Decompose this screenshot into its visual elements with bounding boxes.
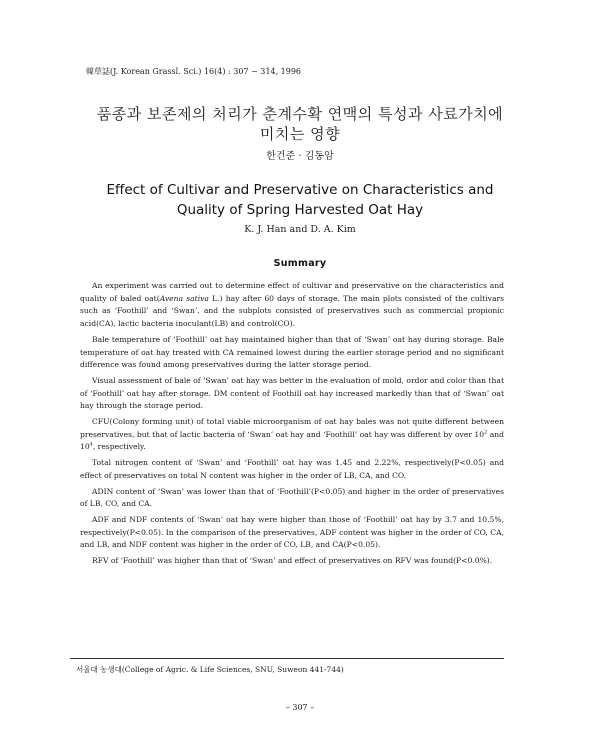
summary-paragraph-1: An experiment was carried out to determine effect of cultivar and preservative on the characteristics and quality of baled oat(Avena sativa L.) hay after 60 days of storage. The main plots consisted of the cultivars such as ‘Foothill’ and ‘Swan’, and the subplots consisted of preservatives such as commercial propionic acid(CA), lactic bacteria inoculant(LB) and control(CO). [80, 281, 505, 329]
english-title-line-2: Quality of Spring Harvested Oat Hay [176, 202, 424, 218]
journal-reference: 韓草誌(J. Korean Grassl. Sci.) 16(4) : 307 ~ 314, 1996 [86, 67, 302, 76]
summary-heading: Summary [273, 258, 327, 269]
summary-paragraph-8: RFV of ‘Foothill’ was higher than that of ‘Swan’ and effect of preservatives on RFV was found(P<0.0%). [92, 556, 493, 566]
korean-title-line-1: 품종과 보존제의 처리가 춘계수확 연맥의 특성과 사료가치에 [96, 105, 504, 123]
english-title-line-1: Effect of Cultivar and Preservative on Characteristics and [106, 182, 494, 198]
korean-authors: 한건준 · 김동암 [266, 151, 334, 162]
korean-title-line-2: 미치는 영향 [259, 125, 341, 143]
species-name: Avena sativa [159, 293, 209, 303]
summary-paragraph-2: Bale temperature of ‘Foothill’ oat hay maintained higher than that of ‘Swan’ oat hay during storage. Bale temperature of oat hay treated with CA remained lowest during the earlier storage period and no significant difference was found among preservatives during the latter storage period. [80, 334, 504, 370]
summary-paragraph-5: Total nitrogen content of ‘Swan’ and ‘Foothill’ oat hay was 1.45 and 2.22%, respectively(P<0.05) and effect of preservatives on total N content was higher in the order of LB, CA, and CO. [80, 458, 504, 480]
english-authors: K. J. Han and D. A. Kim [244, 224, 356, 235]
page-number: – 307 – [285, 703, 315, 712]
summary-paragraph-7: ADF and NDF contents of ‘Swan’ oat hay were higher than those of ‘Foothill’ oat hay by 3.7 and 10.5%, respectively(P<0.05). In the comparison of the preservatives, ADF content was higher in the order of CO, CA, and LB, and NDF content was higher in the order of CO, LB, and CA(P<0.05). [80, 514, 504, 550]
summary-paragraph-3: Visual assessment of bale of ‘Swan’ oat hay was better in the evaluation of mold, ordor and color than that of ‘Foothill’ oat hay after storage. DM content of Foothill oat hay increased markedly than that of ‘Swan’ oat hay through the storage period. [80, 375, 504, 411]
summary-body [80, 280, 504, 571]
footnote-affiliation: 서울대 농생대(College of Agric. & Life Sciences, SNU, Suweon 441-744) [76, 665, 344, 674]
summary-paragraph-4: CFU(Colony forming unit) of total viable microorganism of oat hay bales was not quite different between preservatives, but that of lactic bacteria of ‘Swan’ oat hay and ‘Foothill’ oat hay was different by over $10^2$ and $10^4$, respectively. [80, 417, 504, 452]
summary-paragraph-6: ADIN content of ‘Swan’ was lower than that of ‘Foothill’(P<0.05) and higher in the order of preservatives of LB, CO, and CA. [80, 486, 504, 509]
footnote-divider [70, 658, 504, 659]
